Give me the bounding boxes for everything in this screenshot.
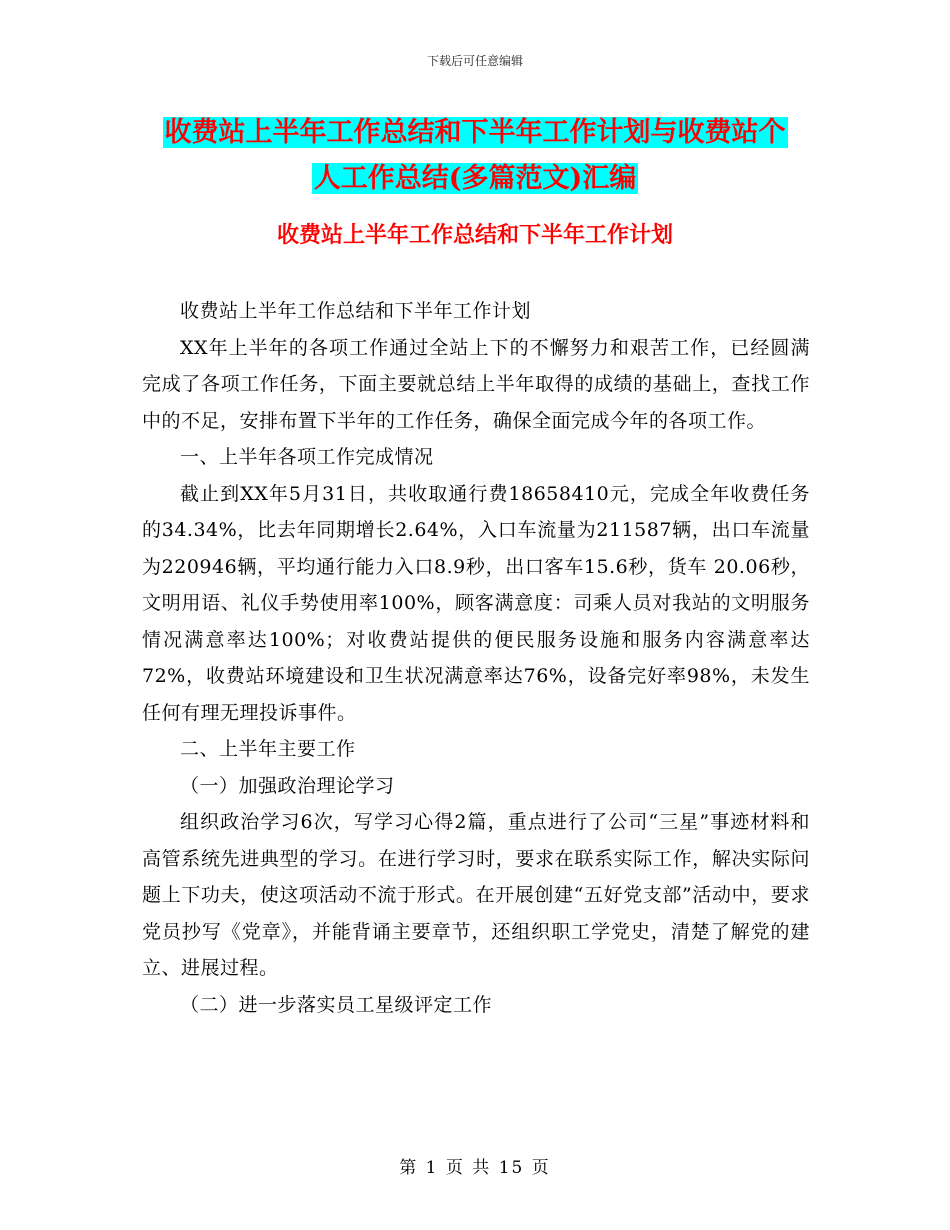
title-line-1-text: 收费站上半年工作总结和下半年工作计划与收费站个 [164,117,786,148]
title-line-1 [0,110,950,156]
page-footer: 第 1 页 共 15 页 [399,1158,551,1178]
paragraph: 截止到XX年5月31日，共收取通行费18658410元，完成全年收费任务的34.34%，比去年同期增长2.64%，入口车流量为211587辆，出口车流量为220946辆，平均通行能力入口8.9秒，出口客车15.6秒，货车 20.06秒，文明用语、礼仪手势使用率100%，顾客满意度：司乘人员对我站的文明服务情况满意率达100%；对收费站提供的便民服务设施和服务内容满意率达72%，收费站环境建设和卫生状况满意率达76%，设备完好率98%，未发生任何有理无理投诉事件。 [142,482,810,724]
title-line-2-text: 人工作总结(多篇范文)汇编 [313,163,637,194]
paragraph: XX年上半年的各项工作通过全站上下的不懈努力和艰苦工作，已经圆满完成了各项工作任务，下面主要就总结上半年取得的成绩的基础上，查找工作中的不足，安排布置下半年的工作任务，确保全面完成今年的各项工作。 [142,336,810,432]
section-title: 收费站上半年工作总结和下半年工作计划 [276,222,673,248]
section-heading: 一、上半年各项工作完成情况 [180,446,434,468]
section-heading: 二、上半年主要工作 [180,738,356,760]
title-line-2 [0,156,950,202]
document-title [0,110,950,202]
subsection-heading: （二）进一步落实员工星级评定工作 [180,993,493,1016]
page-header-note: 下载后可任意编辑 [426,54,523,68]
document-body [142,293,810,1023]
paragraph: 收费站上半年工作总结和下半年工作计划 [180,300,532,322]
paragraph: 组织政治学习6次，写学习心得2篇，重点进行了公司“三星”事迹材料和高管系统先进典型的学习。在进行学习时，要求在联系实际工作，解决实际问题上下功夫，使这项活动不流于形式。在开展创建“五好党支部”活动中，要求党员抄写《党章》，并能背诵主要章节，还组织职工学党史，清楚了解党的建立、进展过程。 [142,811,810,979]
subsection-heading: （一）加强政治理论学习 [180,774,395,797]
